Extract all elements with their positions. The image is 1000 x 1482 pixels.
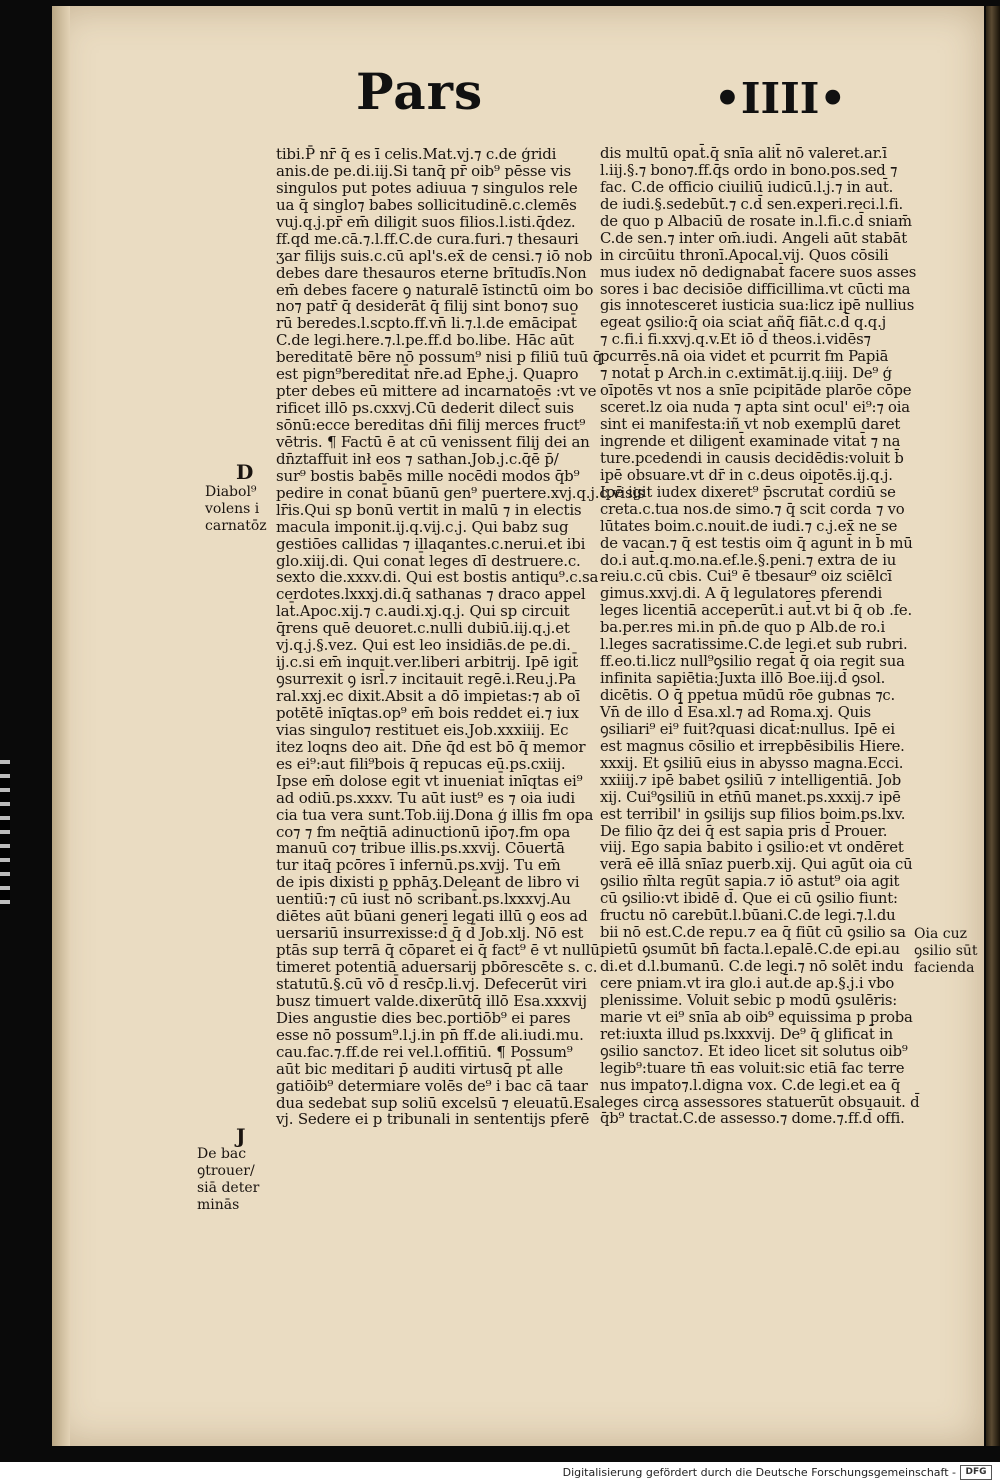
text-line: reiu.c.cū cbis. Cui⁹ ē tbesaur⁹ oiz sciēlcī bbox=[600, 568, 892, 586]
text-line: cerdotes.lxxxj.di.q̄ sathanas ⁊ draco appel bbox=[276, 585, 586, 604]
text-line: ʒar filijs suis.c.cū apl's.ex̄ de censi.⁊ iō nob bbox=[276, 246, 593, 265]
text-line: leges licentiā acceperūt.i aut̄.vt bi q̄ ob .fe. bbox=[600, 602, 912, 620]
text-line: sōnū:ecce bereditas dn̄i filij merces fruct⁹ bbox=[276, 416, 586, 434]
dfg-logo: DFG bbox=[960, 1465, 992, 1480]
text-line: rificet illō ps.cxxvj.Cū dederit dilect̄ suis bbox=[276, 399, 574, 418]
text-line: l.iij.§.⁊ bono⁊.ff.q̄s ordo in bono.pos.sed ⁊ bbox=[600, 161, 898, 179]
text-line: es ei⁹:aut fili⁹bois q̄ repucas eū.ps.cxiij. bbox=[276, 754, 566, 773]
margin-line: volens i bbox=[205, 501, 260, 517]
text-line: ad odiū.ps.xxxv. Tu aūt iust⁹ es ⁊ oia iudi bbox=[276, 788, 576, 807]
text-line: singulos put potes adiuua ⁊ singulos rele bbox=[276, 178, 578, 197]
text-line: Ipse em̄ dolose egit vt inueniat̄ inīqtas ei⁹ bbox=[276, 771, 583, 790]
text-line: statutū.§.cū vō d̄ resc̄p.li.vj. Defecerūt viri bbox=[276, 974, 587, 993]
text-line: uentiū:⁊ cū iust̄ nō scribant̄.ps.lxxxvj.Au bbox=[276, 890, 571, 909]
text-line: sint ei manifesta:iñ vt nob exemplū daret bbox=[600, 416, 901, 433]
margin-line: Oia cuz bbox=[914, 926, 967, 942]
text-line: leges circa assessores statuerūt obsuauit. d̄ bbox=[600, 1093, 920, 1111]
initial-letter-d: D bbox=[236, 460, 254, 484]
text-line: Dies angustie dies bec.portiōb⁹ ei pares bbox=[276, 1008, 571, 1027]
margin-line: ꝯsilio sūt bbox=[914, 943, 978, 959]
text-line: ⁊ notat̄ p Arch.in c.extimāt.ij.q.iiij. De⁹ ģ bbox=[600, 365, 892, 383]
text-line: fac. C.de officio ciuiliū iudicū.l.j.⁊ in aut̄. bbox=[600, 178, 894, 196]
text-line: ff.eo.ti.licz null⁹ꝯsilio regat̄ q̄ oia regit sua bbox=[600, 653, 905, 671]
margin-line: minās bbox=[197, 1197, 240, 1213]
text-line: manuū co⁊ tribue illis.ps.xxvij. Cōuertā bbox=[276, 839, 565, 858]
text-line: de quo p Albaciū de rosate in.l.fi.c.d̄ sniam̄ bbox=[600, 212, 912, 230]
text-line: ꝯsilio sancto⁊. Et ideo licet sit solutus oib⁹ bbox=[600, 1042, 908, 1060]
text-line: C.de sen.⁊ inter om̄.iudi. Angeli aūt stabāt bbox=[600, 229, 907, 247]
text-line: cia tua vera sunt.Tob.iij.Dona ģ illis fm opa bbox=[276, 805, 594, 824]
text-line: Vn̄ de illo d̄ Esa.xl.⁊ ad Roma.xj. Quis bbox=[600, 703, 871, 721]
text-line: cere pniam.vt ira glo.i aut̄.de ap.§.j.i vbo bbox=[600, 974, 895, 992]
text-line: egeat ꝯsilio:q̄ oia sciat añq̄ fiāt.c.d̄ q.q.j bbox=[600, 314, 886, 332]
marginal-note-omnia-cum-consilio bbox=[914, 926, 978, 977]
text-line: dis multū opat̄.q̄ snīa alit̄ nō valeret.ar.ī bbox=[600, 145, 887, 162]
text-line: gimus.xxvj.di. A q̄ legulatores pferendi bbox=[600, 585, 883, 603]
text-line: macula imponit.ij.q.vij.c.j. Qui babz sug bbox=[276, 517, 569, 536]
text-line: dua sedebat sup soliū excelsū ⁊ eleuatū.Esa. bbox=[276, 1093, 605, 1112]
left-text-column bbox=[276, 145, 645, 1129]
text-line: ꝯsurrexit ꝯ isrl̄.⁊ incitauit regē.i.Reu.j.Pa bbox=[276, 670, 576, 689]
footer-bar bbox=[0, 1462, 1000, 1482]
text-line: bii nō est.C.de repu.⁊ ea q̄ fiūt cū ꝯsilio sa bbox=[600, 924, 906, 942]
text-line: De filio q̄z dei q̄ est sapia pris d̄ Prouer. bbox=[600, 822, 888, 840]
text-line: cū ꝯsilio:vt ibidē d̄. Que ei cū ꝯsilio fiunt: bbox=[600, 890, 898, 908]
text-line: ⁊ c.fi.i fi.xxvj.q.v.Et iō d̄ theos.i.vidēs⁊ bbox=[600, 331, 871, 349]
footer-credit: Digitalisierung gefördert durch die Deutsche Forschungsgemeinschaft - bbox=[562, 1466, 956, 1479]
text-line: anis.de pe.di.iij.Si tanq̄ pr̄ oib⁹ pēsse vis bbox=[276, 161, 572, 180]
text-line: glo.xiij.di. Qui conat̄ leges dī destruere.c. bbox=[276, 551, 581, 570]
text-line: sceret.lz oia nuda ⁊ apta sint ocul' ei⁹:⁊ oia bbox=[600, 399, 910, 417]
text-line: rū beredes.l.scpto.ff.vn̄ li.⁊.l.de emācipat̄ bbox=[276, 314, 577, 333]
text-line: cau.fac.⁊.ff.de rei vel.l.offitiū. ¶ Possum⁹ bbox=[276, 1042, 573, 1061]
text-line: uersariū insurrexisse:d̄ q̄ d̄ Job.xlj. Nō est bbox=[276, 924, 584, 943]
text-line: gestiōes callidas ⁊ illaqantes.c.nerui.et ibi bbox=[276, 534, 586, 553]
scan-margin-marks bbox=[0, 760, 10, 910]
margin-line: siā deter bbox=[197, 1180, 260, 1196]
text-line: nus impato⁊.l.digna vox. C.de legi.et ea q̄ bbox=[600, 1076, 901, 1094]
text-line: oīpotēs vt nos a snīe pcipitāde plarōe cōpe bbox=[600, 382, 912, 400]
text-line: vuj.q.j.pr̄ em̄ diligit suos filios.l.isti.q̄dez. bbox=[276, 212, 576, 231]
text-line: ꝯsiliari⁹ ei⁹ fuit?quasi dicat̄:nullus. Ipē ei bbox=[600, 720, 895, 738]
text-line: ipē obsuare.vt dr̄ in c.deus oipotēs.ij.q.j. bbox=[600, 466, 893, 484]
right-text-column bbox=[600, 145, 920, 1128]
text-line: ret:iuxta illud ps.lxxxvij. De⁹ q̄ glificat̄ in bbox=[600, 1025, 893, 1043]
margin-line: facienda bbox=[914, 960, 975, 976]
text-line: no⁊ patr̄ q̄ desiderāt q̄ filij sint bono⁊ suo bbox=[276, 297, 579, 316]
text-line: ua q̄ singlo⁊ babes sollicitudinē.c.clemēs bbox=[276, 195, 577, 214]
text-line: co⁊ ⁊ fm neq̄tiā adinuctionū ip̄o⁊.fm opa bbox=[276, 822, 571, 841]
text-line: do.i aut̄.q.mo.na.ef.le.§.peni.⁊ extra de iu bbox=[600, 551, 897, 569]
text-line: q̄b⁹ tractat̄.C.de assesso.⁊ dome.⁊.ff.d̄ offi. bbox=[600, 1110, 905, 1128]
text-line: dicētis. O q̄ ppetua mūdū rōe gubnas ⁊c. bbox=[600, 687, 896, 704]
text-line: l.leges sacratissime.C.de legi.et sub rubri. bbox=[600, 636, 908, 654]
text-line: pietū ꝯsumūt bn̄ facta.l.epalē.C.de epi.au bbox=[600, 941, 900, 959]
text-line: debes dare thesauros eterne brītudīs.Non bbox=[276, 263, 587, 282]
text-line: xxxij. Et ꝯsiliū eius in abysso magna.Ecci. bbox=[600, 754, 904, 772]
margin-line: carnatōz bbox=[205, 518, 267, 534]
page-edge bbox=[986, 6, 1000, 1446]
text-line: de iudi.§.sedebūt.⁊ c.d̄ sen.experi.reci.l.fi. bbox=[600, 195, 903, 213]
text-line: timeret potentiā aduersarij pbōrescēte s. c. bbox=[276, 958, 598, 976]
text-line: de vacan.⁊ q̄ est testis oim q̄ agunt̄ in b̄ mū bbox=[600, 534, 913, 552]
text-line: gatiōib⁹ determiare volēs de⁹ i bac cā taar bbox=[276, 1076, 588, 1095]
text-line: di.et d.l.bumanū. C.de legi.⁊ nō solēt indu bbox=[600, 958, 904, 975]
text-line: xxiiij.⁊ ipē babet ꝯsiliū ⁊ intelligentiā. Job bbox=[600, 771, 902, 789]
text-line: pedire in conat̄ būanū gen⁹ puertere.xvj.q.j.c.visis bbox=[276, 483, 645, 502]
text-line: est magnus cōsilio et irrepbēsibilis Hiere. bbox=[600, 737, 905, 755]
text-line: marie vt ei⁹ snīa ab oib⁹ equissima p proba bbox=[600, 1008, 913, 1026]
text-line: busz timuert valde.dixerūtq̄ illō Esa.xxxvij bbox=[276, 991, 587, 1010]
text-line: esse nō possum⁹.l.j.in pn̄ ff.de ali.iudi.mu. bbox=[276, 1025, 584, 1044]
page-gutter bbox=[52, 6, 70, 1446]
text-line: vias singulo⁊ restituet eis.Job.xxxiiij. Ec bbox=[276, 720, 569, 739]
text-line: diētes aūt būani generi legati illū ꝯ eos ad bbox=[276, 907, 588, 926]
text-line: aūt bic meditari p̄ auditi virtusq̄ pt̄ alle bbox=[276, 1059, 563, 1078]
text-line: fructu nō carebūt.l.būani.C.de legi.⁊.l.du bbox=[600, 907, 896, 925]
text-line: dn̄ztaffuit inł eos ⁊ sathan.Job.j.c.q̄ē p̄/ bbox=[276, 449, 559, 468]
text-line: verā eē illā snīaz puerb.xij. Qui agūt oia cū bbox=[600, 856, 913, 874]
text-line: ral.xxj.ec dixit.Absit a dō impietas:⁊ ab oī bbox=[276, 687, 580, 705]
text-line: lr̄is.Qui sp bonū vertit in malū ⁊ in electis bbox=[276, 500, 582, 519]
text-line: sur⁹ bostis babēs mille nocēdi modos q̄b⁹ bbox=[276, 466, 580, 485]
text-line: lat̄.Apoc.xij.⁊ c.audi.xj.q.j. Qui sp circuit bbox=[276, 602, 570, 621]
initial-letter-j: J bbox=[236, 1124, 246, 1148]
text-line: viij. Ego sapia babito i ꝯsilio:et vt ondēret bbox=[600, 839, 904, 857]
text-line: ꝯsilio m̄lta regūt sapia.⁊ iō astut⁹ oia agit bbox=[600, 873, 900, 891]
text-line: creta.c.tua nos.de simo.⁊ q̄ scit corda ⁊ vo bbox=[600, 500, 905, 518]
text-line: ptās sup terrā q̄ cōparet̄ ei q̄ fact⁹ ē vt nullū bbox=[276, 941, 600, 960]
text-line: sores i bac decisiōe difficillima.vt cūcti ma bbox=[600, 280, 911, 298]
text-line: mus iudex nō dedignabat̄ facere suos asses bbox=[600, 263, 917, 281]
text-line: potētē inīqtas.op⁹ em̄ bois reddet ei.⁊ iux bbox=[276, 703, 579, 722]
text-line: tibi.P̄ nr̄ q̄ es ī celis.Mat.vj.⁊ c.de ģridi bbox=[276, 145, 557, 163]
text-line: ff.qd me.cā.⁊.l.ff.C.de cura.furi.⁊ thesauri bbox=[276, 229, 579, 248]
text-line: vj. Sedere ei p tribunali in sententijs pferē bbox=[276, 1110, 590, 1129]
text-line: q̄rens quē deuoret.c.nulli dubiū.iij.q.j.et bbox=[276, 619, 570, 638]
marginal-note-de-hac bbox=[197, 1146, 259, 1214]
margin-line: ꝯtrouer/ bbox=[197, 1163, 255, 1179]
text-line: ij.c.si em̄ inquit.ver.liberi arbitrij. Ipē igit̄ bbox=[276, 653, 578, 672]
text-line: est terribil' in ꝯsilijs sup filios boim.ps.lxv. bbox=[600, 805, 906, 823]
text-line: sexto die.xxxv.di. Qui est bostis antiqu⁹.c.sa bbox=[276, 568, 599, 587]
text-line: legib⁹:tuare tn̄ eas voluit:sic etiā fac terre bbox=[600, 1059, 905, 1077]
running-head-folio: •IIII• bbox=[714, 74, 847, 123]
text-line: ingrende et diligent̄ examinade vitat̄ ⁊ na bbox=[600, 432, 901, 450]
text-line: ture.pcedendi in causis decidēdis:voluit b̄ bbox=[600, 449, 904, 467]
text-line: pcurrēs.nā oia videt et pcurrit fm Papiā bbox=[600, 348, 889, 366]
text-line: gis innotesceret iusticia sua:licz ipē nullius bbox=[600, 297, 915, 315]
text-line: tur itaq̄ pcōres ī infernū.ps.xvij. Tu em̄ bbox=[276, 856, 561, 875]
text-line: lūtates boim.c.nouit.de iudi.⁊ c.j.ex̄ ne se bbox=[600, 517, 898, 535]
text-line: plenissime. Voluit sebic p modū ꝯsulēris: bbox=[600, 991, 898, 1009]
text-line: Ipē igit iudex dixeret⁹ p̄scrutat̄ cordiū se bbox=[600, 483, 896, 501]
text-line: bereditatē bēre nō possum⁹ nisi p filiū tuū q̄ bbox=[276, 348, 603, 367]
text-line: itez loqns deo ait. Dn̄e q̄d est bō q̄ memor bbox=[276, 737, 586, 756]
marginal-note-diabolus bbox=[205, 484, 267, 535]
text-line: in circūitu thronī.Apocal.vij. Quos cōsili bbox=[600, 246, 889, 264]
text-line: est pign⁹bereditat̄ nr̄e.ad Ephe.j. Quapro bbox=[276, 365, 579, 384]
margin-line: Diabol⁹ bbox=[205, 484, 257, 500]
text-line: infinita sapiētia:Juxta illō Boe.iij.d̄ ꝯsol. bbox=[600, 670, 886, 688]
running-head-pars: Pars bbox=[356, 62, 484, 121]
text-line: xij. Cui⁹ꝯsiliū in etn̄ū manet.ps.xxxij.⁊ ipē bbox=[600, 788, 901, 806]
text-line: em̄ debes facere ꝯ naturalē īstinctū oim bo bbox=[276, 280, 594, 299]
text-line: pter debes eū mittere ad incarnatoēs :vt ve bbox=[276, 382, 597, 401]
margin-line: De bac bbox=[197, 1146, 247, 1162]
text-line: vētris. ¶ Factū ē at cū venissent filij dei an bbox=[276, 432, 590, 451]
text-line: ba.per.res mi.in pn̄.de quo p Alb.de ro.i bbox=[600, 619, 886, 637]
text-line: C.de legi.here.⁊.l.pe.ff.d bo.libe. Hāc aūt bbox=[276, 331, 574, 350]
text-line: vj.q.j.§.vez. Qui est leo insidiās.de pe.di. bbox=[276, 636, 571, 655]
text-line: de ipis dixisti p pphāʒ.Deleant̄ de libro vi bbox=[276, 873, 580, 892]
